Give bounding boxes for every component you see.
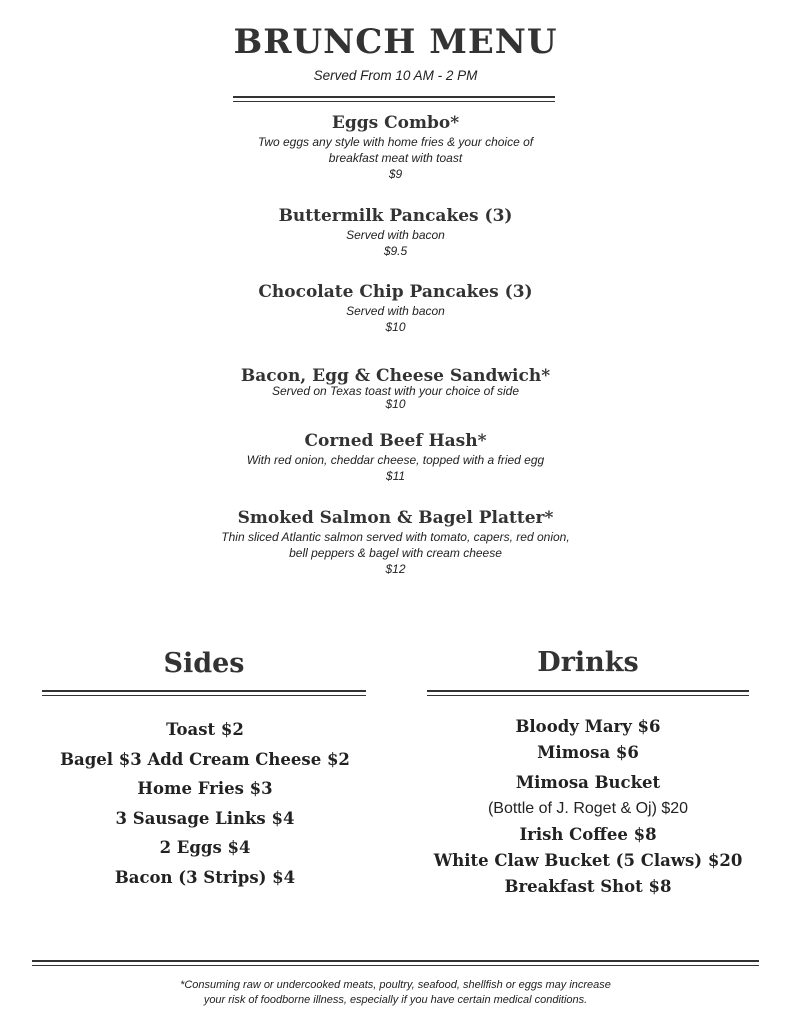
- item-corned-beef-hash: [0, 430, 791, 484]
- drink-item: (Bottle of J. Roget & Oj) $20: [487, 800, 689, 817]
- item-description: Thin sliced Atlantic salmon served with tomato, capers, red onion, bell peppers & bagel with cream cheese: [221, 530, 570, 560]
- side-item: Home Fries $3: [137, 779, 273, 798]
- item-description: Served with bacon: [346, 304, 445, 318]
- side-item: Bacon (3 Strips) $4: [114, 867, 296, 887]
- drink-item: Bloody Mary $6: [515, 717, 661, 736]
- item-name: Chocolate Chip Pancakes (3): [258, 282, 533, 302]
- item-name: Eggs Combo*: [331, 113, 460, 133]
- side-item: Toast $2: [166, 720, 244, 739]
- drink-item: Mimosa Bucket: [515, 773, 661, 792]
- item-name: Buttermilk Pancakes (3): [278, 206, 513, 226]
- item-buttermilk-pancakes: [0, 205, 791, 259]
- item-price: $11: [385, 469, 406, 483]
- drink-item: Irish Coffee $8: [519, 825, 657, 844]
- item-smoked-salmon-platter: [0, 507, 791, 577]
- drink-item: Breakfast Shot $8: [504, 877, 672, 896]
- item-chocolate-chip-pancakes: [0, 281, 791, 335]
- drinks-list: [405, 714, 771, 900]
- sides-heading: Sides: [163, 648, 245, 679]
- item-price: $10: [385, 320, 406, 334]
- item-description: Served with bacon: [346, 228, 445, 242]
- drinks-heading: Drinks: [537, 647, 639, 678]
- item-price: $10: [385, 397, 406, 411]
- drink-item: Mimosa $6: [537, 743, 639, 762]
- item-price: $12: [385, 562, 406, 576]
- item-name: Bacon, Egg & Cheese Sandwich*: [240, 366, 551, 386]
- side-item: 2 Eggs $4: [159, 838, 251, 857]
- item-description: Served on Texas toast with your choice of side: [271, 384, 520, 398]
- sides-list: [20, 715, 390, 892]
- item-bacon-egg-cheese-sandwich: [0, 367, 791, 411]
- footer-disclaimer: *Consuming raw or undercooked meats, poultry, seafood, shellfish or eggs may increase your risk of foodborne illness, especially if you have certain medical conditions.: [180, 979, 611, 1006]
- item-name: Corned Beef Hash*: [304, 431, 487, 451]
- item-name: Smoked Salmon & Bagel Platter*: [237, 508, 554, 528]
- menu-title: BRUNCH MENU: [233, 22, 558, 62]
- side-item: 3 Sausage Links $4: [115, 808, 295, 828]
- item-price: $9.5: [383, 244, 408, 258]
- item-eggs-combo: [0, 112, 791, 182]
- drink-item: White Claw Bucket (5 Claws) $20: [433, 851, 743, 870]
- item-price: $9: [388, 167, 403, 181]
- item-description: With red onion, cheddar cheese, topped with a fried egg: [246, 453, 545, 467]
- side-item: Bagel $3 Add Cream Cheese $2: [60, 749, 350, 769]
- menu-subtitle: Served From 10 AM - 2 PM: [313, 68, 478, 83]
- item-description: Two eggs any style with home fries & your choice of breakfast meat with toast: [257, 135, 534, 165]
